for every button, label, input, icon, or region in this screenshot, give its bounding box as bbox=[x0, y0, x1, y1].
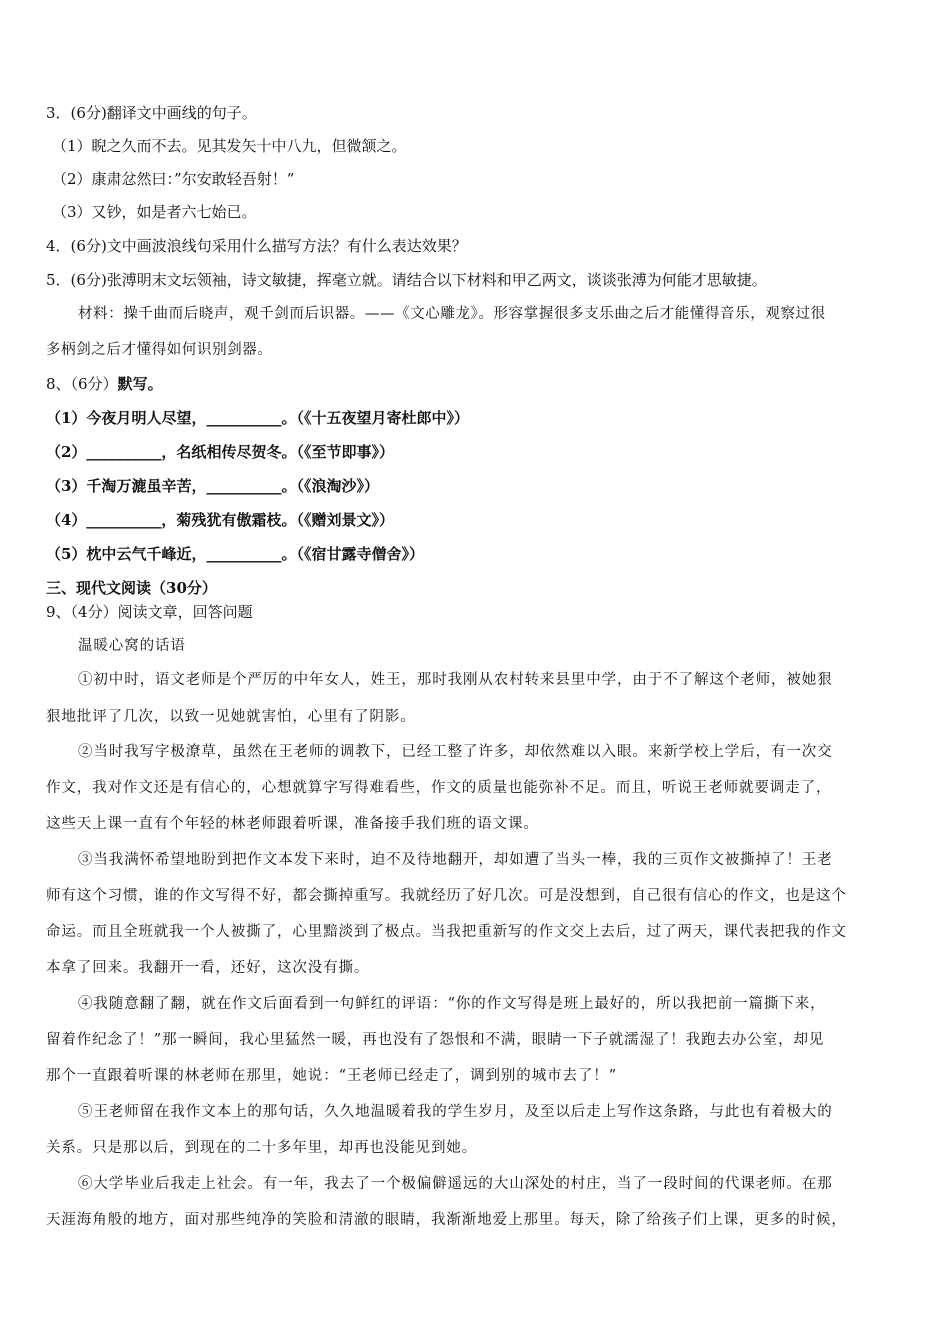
q8-item-4: （4）__________，菊残犹有傲霜枝。（《赠刘景文》） bbox=[46, 511, 394, 529]
article-line: 关系。只是那以后，到现在的二十多年里，却再也没能见到她。 bbox=[46, 1140, 478, 1156]
section-3-title: 三、现代文阅读（30分） bbox=[46, 579, 217, 597]
article-line: 命运。而且全班就我一个人被撕了，心里黯淡到了极点。当我把重新写的作文交上去后，过了两天，课代表把我的作文 bbox=[46, 924, 847, 940]
article-line: 那个一直跟着听课的林老师在那里，她说：“王老师已经走了，调到别的城市去了！” bbox=[46, 1068, 618, 1084]
article-line: ①初中时，语文老师是个严厉的中年女人，姓王，那时我刚从农村转来县里中学，由于不了解这个老师，被她狠 bbox=[78, 672, 833, 688]
article-title: 温暖心窝的话语 bbox=[78, 638, 186, 654]
q9-heading: 9、（4分）阅读文章，回答问题 bbox=[46, 603, 253, 621]
article-line: ③当我满怀希望地盼到把作文本发下来时，迫不及待地翻开，却如遭了当头一棒，我的三页作文被撕掉了！王老 bbox=[78, 852, 833, 868]
article-line: ②当时我写字极潦草，虽然在王老师的调教下，已经工整了许多，却依然难以入眼。来新学校上学后，有一次交 bbox=[78, 744, 833, 760]
article-line: 师有这个习惯，谁的作文写得不好，都会撕掉重写。我就经历了好几次。可是没想到，自己很有信心的作文，也是这个 bbox=[46, 888, 847, 904]
q5-title: 5．(6分)张溥明末文坛领袖，诗文敏捷，挥毫立就。请结合以下材料和甲乙两文，谈谈张溥为何能才思敏捷。 bbox=[46, 271, 767, 289]
q8-heading bbox=[46, 374, 908, 394]
article-line: 狠地批评了几次，以致一见她就害怕，心里有了阴影。 bbox=[46, 709, 416, 725]
article-line: 本拿了回来。我翻开一看，还好，这次没有撕。 bbox=[46, 960, 370, 976]
q3-item-3: （3）又钞，如是者六七始已。 bbox=[52, 203, 257, 221]
article-line: 天涯海角般的地方，面对那些纯净的笑脸和清澈的眼睛，我渐渐地爱上那里。每天，除了给孩子们上课，更多的时候， bbox=[46, 1212, 847, 1228]
q3-title: 3．(6分)翻译文中画线的句子。 bbox=[46, 104, 257, 122]
q8-item-3: （3）千淘万漉虽辛苦，__________。（《浪淘沙》） bbox=[46, 477, 379, 495]
article-line: ⑤王老师留在我作文本上的那句话，久久地温暖着我的学生岁月，及至以后走上写作这条路，与此也有着极大的 bbox=[78, 1104, 833, 1120]
article-line: 作文，我对作文还是有信心的，心想就算字写得难看些，作文的质量也能弥补不足。而且，听说王老师就要调走了， bbox=[46, 780, 832, 796]
article-line: ⑥大学毕业后我走上社会。有一年，我去了一个极偏僻遥远的大山深处的村庄，当了一段时间的代课老师。在那 bbox=[78, 1176, 833, 1192]
q8-heading-task: 默写。 bbox=[117, 375, 163, 393]
q3-item-2: （2）康肃忿然曰：”尔安敢轻吾射！” bbox=[52, 170, 295, 188]
q5-material-line-2: 多柄剑之后才懂得如何识别剑器。 bbox=[46, 342, 273, 358]
article-line: 留着作纪念了！”那一瞬间，我心里猛然一暖，再也没有了怨恨和不满，眼睛一下子就濡湿了！我跑去办公室，却见 bbox=[46, 1032, 825, 1048]
q3-item-1: （1）睨之久而不去。见其发矢十中八九，但微颔之。 bbox=[52, 137, 407, 155]
q5-material-line-1: 材料：操千曲而后晓声，观千剑而后识器。——《文心雕龙》。形容掌握很多支乐曲之后才能懂得音乐，观察过很 bbox=[78, 306, 826, 322]
article-line: ④我随意翻了翻，就在作文后面看到一句鲜红的评语：“你的作文写得是班上最好的，所以我把前一篇撕下来， bbox=[78, 996, 826, 1012]
q8-item-2: （2）__________，名纸相传尽贺冬。（《至节即事》） bbox=[46, 443, 394, 461]
q4-title: 4．(6分)文中画波浪线句采用什么描写方法？有什么表达效果？ bbox=[46, 237, 467, 255]
q8-heading-number: 8、（6分） bbox=[46, 375, 118, 393]
q8-item-5: （5）枕中云气千峰近，__________。（《宿甘露寺僧舍》） bbox=[46, 545, 424, 563]
article-line: 这些天上课一直有个年轻的林老师跟着听课，准备接手我们班的语文课。 bbox=[46, 816, 539, 832]
q8-item-1: （1）今夜月明人尽望，__________。（《十五夜望月寄杜郎中》） bbox=[46, 409, 469, 427]
